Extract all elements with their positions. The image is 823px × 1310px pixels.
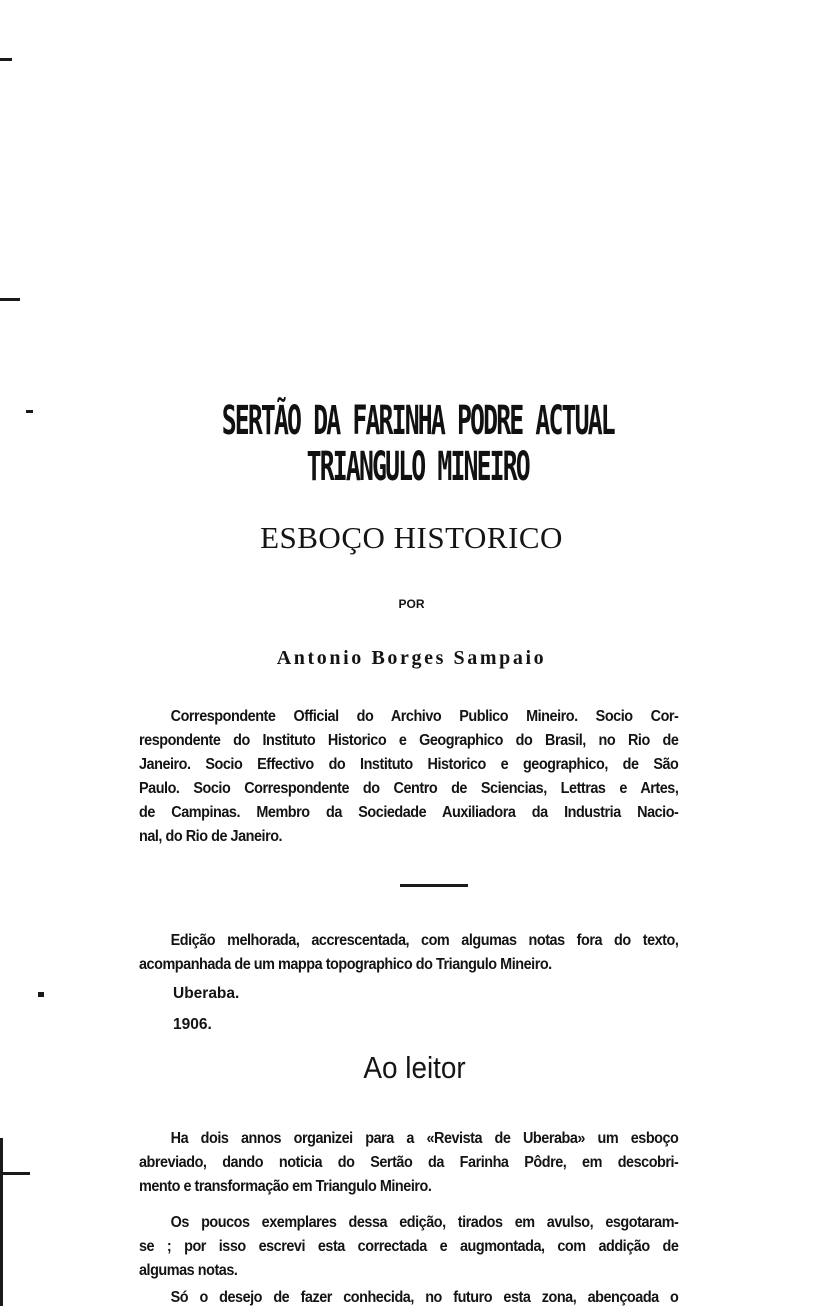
text-line: acompanhada de um mappa topographico do Triangulo Mineiro.: [139, 956, 552, 973]
text-line: Edição melhorada, accrescentada, com algumas notas fora do texto,: [170, 932, 679, 949]
text-line: abreviado, dando noticia do Sertão da Farinha Pôdre, em descobri-: [139, 1154, 679, 1171]
scan-mark: [0, 58, 12, 61]
text-line: Ha dois annos organizei para a «Revista de Uberaba» um esboço: [170, 1130, 679, 1147]
scan-edge-line: [0, 1138, 3, 1306]
text-line: Só o desejo de fazer conhecida, no futuro esta zona, abençoada o: [170, 1289, 679, 1306]
scan-mark: [26, 410, 33, 413]
text-line: Paulo. Socio Correspondente do Centro de Sciencias, Lettras e Artes,: [139, 780, 679, 797]
scan-mark: [0, 298, 20, 301]
publication-place: Uberaba.: [173, 985, 240, 1002]
text-line: se ; por isso escrevi esta correctada e augmontada, com addição de: [139, 1238, 679, 1255]
document-subtitle: ESBOÇO HISTORICO: [260, 520, 563, 555]
text-line: nal, do Rio de Janeiro.: [139, 828, 283, 845]
scan-mark: [0, 1172, 30, 1175]
text-line: Os poucos exemplares dessa edição, tirados em avulso, esgotaram-: [170, 1214, 679, 1231]
text-line: Correspondente Official do Archivo Publico Mineiro. Socio Cor-: [170, 708, 679, 725]
text-line: Janeiro. Socio Effectivo do Instituto Historico e geographico, de São: [139, 756, 679, 773]
text-line: respondente do Instituto Historico e Geographico do Brasil, no Rio de: [139, 732, 679, 749]
body-paragraph: [139, 1127, 678, 1199]
divider-rule: [400, 884, 468, 887]
edition-note: [139, 929, 678, 977]
author-name: Antonio Borges Sampaio: [276, 647, 547, 669]
byline-label: POR: [398, 597, 425, 611]
document-title: SERTÃO DA FARINHA PODRE ACTUAL TRIANGULO MINEIRO: [221, 398, 614, 490]
text-line: de Campinas. Membro da Sociedade Auxiliadora da Industria Nacio-: [139, 804, 679, 821]
author-credentials: [139, 705, 678, 849]
publication-year: 1906.: [173, 1016, 212, 1033]
scan-mark: [38, 992, 44, 997]
body-paragraph: [139, 1286, 678, 1310]
body-paragraph: [139, 1211, 678, 1283]
section-heading: Ao leitor: [363, 1050, 466, 1085]
text-line: mento e transformação em Triangulo Mineiro.: [139, 1178, 432, 1195]
text-line: algumas notas.: [139, 1262, 238, 1279]
